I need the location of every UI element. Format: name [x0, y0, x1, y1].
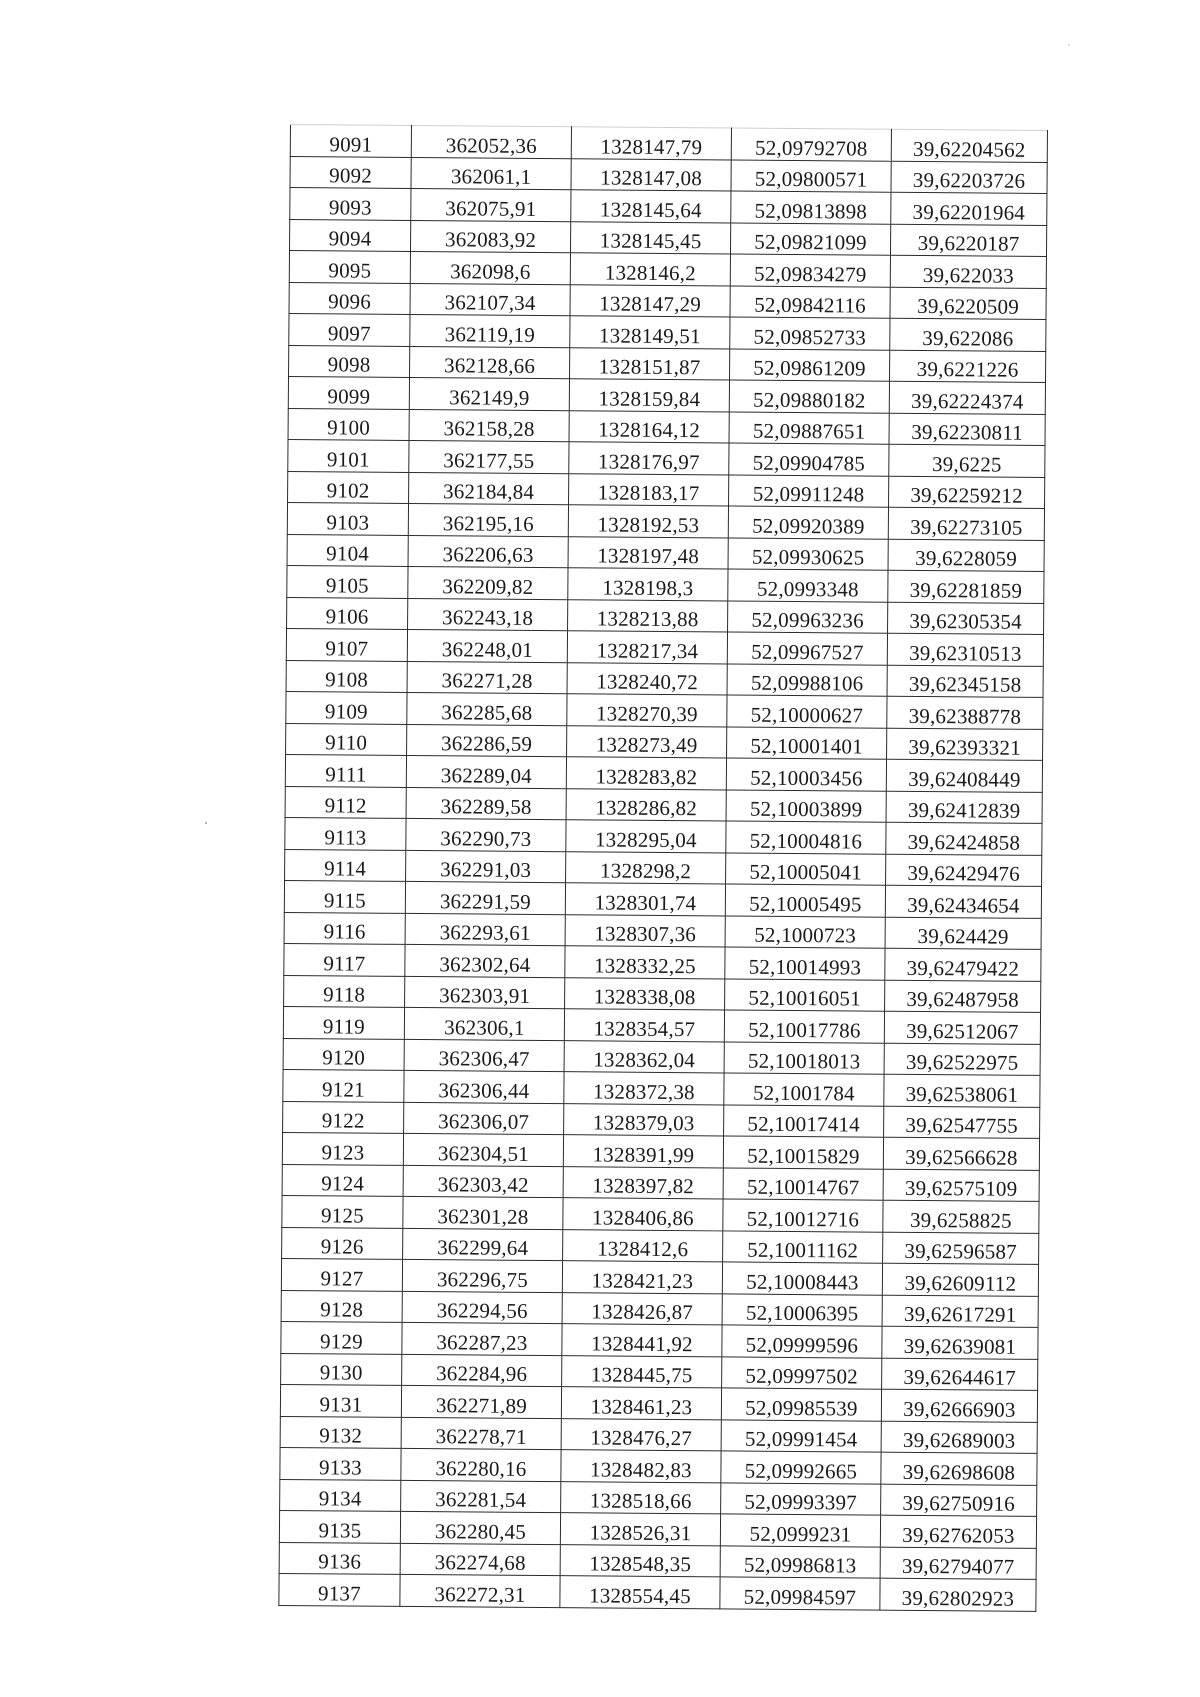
longitude-cell: 39,62802923	[880, 1578, 1036, 1611]
x-coordinate-cell: 362274,68	[400, 1543, 560, 1576]
latitude-cell: 52,09988106	[727, 663, 887, 696]
longitude-cell: 39,62204562	[891, 129, 1047, 162]
y-coordinate-cell: 1328147,79	[571, 127, 731, 160]
y-coordinate-cell: 1328526,31	[560, 1513, 720, 1546]
y-coordinate-cell: 1328332,25	[565, 946, 725, 979]
point-number-cell: 9119	[283, 1006, 404, 1038]
longitude-cell: 39,62522975	[884, 1043, 1040, 1076]
longitude-cell: 39,62762053	[880, 1515, 1036, 1548]
longitude-cell: 39,62388778	[887, 696, 1043, 729]
x-coordinate-cell: 362184,84	[409, 472, 569, 505]
latitude-cell: 52,09861209	[730, 348, 890, 381]
x-coordinate-cell: 362290,73	[406, 818, 566, 851]
y-coordinate-cell: 1328461,23	[561, 1387, 721, 1420]
longitude-cell: 39,62750916	[881, 1484, 1037, 1517]
y-coordinate-cell: 1328518,66	[561, 1481, 721, 1514]
longitude-cell: 39,62666903	[881, 1389, 1037, 1422]
longitude-cell: 39,62201964	[891, 192, 1047, 225]
latitude-cell: 52,10015829	[723, 1136, 883, 1169]
point-number-cell: 9105	[287, 565, 408, 597]
y-coordinate-cell: 1328554,45	[560, 1576, 720, 1609]
point-number-cell: 9137	[279, 1573, 400, 1605]
latitude-cell: 52,09800571	[731, 159, 891, 192]
longitude-cell: 39,62538061	[884, 1074, 1040, 1107]
longitude-cell: 39,6228059	[888, 539, 1044, 572]
latitude-cell: 52,09880182	[729, 380, 889, 413]
point-number-cell: 9127	[281, 1258, 402, 1290]
point-number-cell: 9123	[282, 1132, 403, 1164]
longitude-cell: 39,62575109	[883, 1169, 1039, 1202]
x-coordinate-cell: 362286,59	[407, 724, 567, 757]
scan-speck	[1068, 44, 1070, 46]
y-coordinate-cell: 1328295,04	[566, 820, 726, 853]
x-coordinate-cell: 362061,1	[411, 157, 571, 190]
longitude-cell: 39,62408449	[886, 759, 1042, 792]
y-coordinate-cell: 1328286,82	[566, 788, 726, 821]
x-coordinate-cell: 362177,55	[409, 440, 569, 473]
point-number-cell: 9126	[282, 1227, 403, 1259]
longitude-cell: 39,62547755	[884, 1106, 1040, 1139]
point-number-cell: 9108	[286, 660, 407, 692]
latitude-cell: 52,10003899	[726, 789, 886, 822]
point-number-cell: 9116	[284, 912, 405, 944]
longitude-cell: 39,62345158	[887, 665, 1043, 698]
y-coordinate-cell: 1328372,38	[564, 1072, 724, 1105]
x-coordinate-cell: 362052,36	[411, 125, 571, 158]
x-coordinate-cell: 362284,96	[402, 1354, 562, 1387]
y-coordinate-cell: 1328151,87	[570, 347, 730, 380]
x-coordinate-cell: 362243,18	[408, 598, 568, 631]
latitude-cell: 52,10001401	[727, 726, 887, 759]
y-coordinate-cell: 1328482,83	[561, 1450, 721, 1483]
point-number-cell: 9092	[290, 156, 411, 188]
table-row	[279, 1573, 1036, 1610]
point-number-cell: 9095	[289, 251, 410, 283]
latitude-cell: 52,10017414	[724, 1104, 884, 1137]
point-number-cell: 9111	[285, 754, 406, 786]
longitude-cell: 39,62639081	[882, 1326, 1038, 1359]
longitude-cell: 39,62512067	[884, 1011, 1040, 1044]
y-coordinate-cell: 1328397,82	[563, 1166, 723, 1199]
x-coordinate-cell: 362209,82	[408, 566, 568, 599]
y-coordinate-cell: 1328240,72	[567, 662, 727, 695]
latitude-cell: 52,09985539	[721, 1388, 881, 1421]
latitude-cell: 52,10006395	[722, 1293, 882, 1326]
latitude-cell: 52,10005495	[725, 884, 885, 917]
y-coordinate-cell: 1328147,29	[570, 284, 730, 317]
latitude-cell: 52,09834279	[730, 254, 890, 287]
point-number-cell: 9122	[283, 1101, 404, 1133]
longitude-cell: 39,62273105	[888, 507, 1044, 540]
latitude-cell: 52,10012716	[723, 1199, 883, 1232]
y-coordinate-cell: 1328270,39	[567, 694, 727, 727]
y-coordinate-cell: 1328145,64	[571, 190, 731, 223]
y-coordinate-cell: 1328198,3	[568, 568, 728, 601]
longitude-cell: 39,62698608	[881, 1452, 1037, 1485]
x-coordinate-cell: 362083,92	[411, 220, 571, 253]
x-coordinate-cell: 362303,42	[403, 1165, 563, 1198]
latitude-cell: 52,10018013	[724, 1041, 884, 1074]
x-coordinate-cell: 362306,1	[404, 1007, 564, 1040]
y-coordinate-cell: 1328406,86	[563, 1198, 723, 1231]
latitude-cell: 52,09963236	[728, 600, 888, 633]
longitude-cell: 39,62203726	[891, 161, 1047, 194]
point-number-cell: 9097	[289, 313, 410, 345]
latitude-cell: 52,10014767	[723, 1167, 883, 1200]
x-coordinate-cell: 362271,28	[407, 661, 567, 694]
point-number-cell: 9129	[281, 1321, 402, 1353]
x-coordinate-cell: 362289,58	[406, 787, 566, 820]
y-coordinate-cell: 1328338,08	[565, 977, 725, 1010]
x-coordinate-cell: 362195,16	[408, 503, 568, 536]
x-coordinate-cell: 362299,64	[403, 1228, 563, 1261]
y-coordinate-cell: 1328283,82	[566, 757, 726, 790]
longitude-cell: 39,62429476	[886, 854, 1042, 887]
y-coordinate-cell: 1328197,48	[568, 536, 728, 569]
latitude-cell: 52,09999596	[722, 1325, 882, 1358]
latitude-cell: 52,09991454	[721, 1419, 881, 1452]
latitude-cell: 52,09930625	[728, 537, 888, 570]
point-number-cell: 9133	[280, 1447, 401, 1479]
latitude-cell: 52,09920389	[728, 506, 888, 539]
point-number-cell: 9110	[286, 723, 407, 755]
y-coordinate-cell: 1328441,92	[562, 1324, 722, 1357]
point-number-cell: 9106	[287, 597, 408, 629]
point-number-cell: 9103	[287, 502, 408, 534]
latitude-cell: 52,10004816	[726, 821, 886, 854]
point-number-cell: 9109	[286, 691, 407, 723]
longitude-cell: 39,62230811	[889, 413, 1045, 446]
point-number-cell: 9135	[279, 1510, 400, 1542]
latitude-cell: 52,09986813	[720, 1545, 880, 1578]
latitude-cell: 52,10008443	[722, 1262, 882, 1295]
x-coordinate-cell: 362281,54	[401, 1480, 561, 1513]
x-coordinate-cell: 362306,47	[404, 1039, 564, 1072]
point-number-cell: 9100	[288, 408, 409, 440]
longitude-cell: 39,6258825	[883, 1200, 1039, 1233]
x-coordinate-cell: 362280,16	[401, 1448, 561, 1481]
x-coordinate-cell: 362296,75	[402, 1259, 562, 1292]
latitude-cell: 52,1001784	[724, 1073, 884, 1106]
point-number-cell: 9112	[285, 786, 406, 818]
y-coordinate-cell: 1328362,04	[564, 1040, 724, 1073]
y-coordinate-cell: 1328301,74	[565, 883, 725, 916]
y-coordinate-cell: 1328379,03	[564, 1103, 724, 1136]
y-coordinate-cell: 1328412,6	[563, 1229, 723, 1262]
y-coordinate-cell: 1328298,2	[566, 851, 726, 884]
latitude-cell: 52,10003456	[726, 758, 886, 791]
longitude-cell: 39,62609112	[882, 1263, 1038, 1296]
point-number-cell: 9115	[284, 880, 405, 912]
point-number-cell: 9114	[285, 849, 406, 881]
longitude-cell: 39,62412839	[886, 791, 1042, 824]
latitude-cell: 52,09993397	[721, 1482, 881, 1515]
x-coordinate-cell: 362278,71	[401, 1417, 561, 1450]
latitude-cell: 52,09967527	[727, 632, 887, 665]
longitude-cell: 39,62566628	[883, 1137, 1039, 1170]
longitude-cell: 39,62434654	[885, 885, 1041, 918]
x-coordinate-cell: 362301,28	[403, 1196, 563, 1229]
x-coordinate-cell: 362291,03	[406, 850, 566, 883]
point-number-cell: 9128	[281, 1290, 402, 1322]
longitude-cell: 39,62487958	[885, 980, 1041, 1013]
latitude-cell: 52,10016051	[725, 978, 885, 1011]
longitude-cell: 39,62689003	[881, 1421, 1037, 1454]
point-number-cell: 9107	[286, 628, 407, 660]
latitude-cell: 52,09842116	[730, 285, 890, 318]
latitude-cell: 52,10014993	[725, 947, 885, 980]
longitude-cell: 39,6225	[889, 444, 1045, 477]
latitude-cell: 52,09992665	[721, 1451, 881, 1484]
scan-speck	[205, 822, 207, 824]
y-coordinate-cell: 1328146,2	[570, 253, 730, 286]
point-number-cell: 9096	[289, 282, 410, 314]
longitude-cell: 39,624429	[885, 917, 1041, 950]
y-coordinate-cell: 1328391,99	[563, 1135, 723, 1168]
y-coordinate-cell: 1328476,27	[561, 1418, 721, 1451]
longitude-cell: 39,62224374	[889, 381, 1045, 414]
longitude-cell: 39,62281859	[888, 570, 1044, 603]
point-number-cell: 9134	[280, 1479, 401, 1511]
point-number-cell: 9132	[280, 1416, 401, 1448]
longitude-cell: 39,62259212	[889, 476, 1045, 509]
longitude-cell: 39,62794077	[880, 1547, 1036, 1580]
point-number-cell: 9120	[283, 1038, 404, 1070]
y-coordinate-cell: 1328548,35	[560, 1544, 720, 1577]
latitude-cell: 52,1000723	[725, 915, 885, 948]
latitude-cell: 52,0993348	[728, 569, 888, 602]
y-coordinate-cell: 1328217,34	[567, 631, 727, 664]
x-coordinate-cell: 362294,56	[402, 1291, 562, 1324]
point-number-cell: 9113	[285, 817, 406, 849]
y-coordinate-cell: 1328426,87	[562, 1292, 722, 1325]
y-coordinate-cell: 1328147,08	[571, 158, 731, 191]
point-number-cell: 9117	[284, 943, 405, 975]
x-coordinate-cell: 362107,34	[410, 283, 570, 316]
x-coordinate-cell: 362306,07	[404, 1102, 564, 1135]
latitude-cell: 52,09911248	[729, 474, 889, 507]
x-coordinate-cell: 362304,51	[403, 1133, 563, 1166]
y-coordinate-cell: 1328176,97	[569, 442, 729, 475]
point-number-cell: 9124	[282, 1164, 403, 1196]
y-coordinate-cell: 1328183,17	[569, 473, 729, 506]
x-coordinate-cell: 362272,31	[400, 1574, 560, 1607]
longitude-cell: 39,62644617	[882, 1358, 1038, 1391]
longitude-cell: 39,6220187	[890, 224, 1046, 257]
y-coordinate-cell: 1328213,88	[568, 599, 728, 632]
y-coordinate-cell: 1328159,84	[569, 379, 729, 412]
coordinates-table	[278, 124, 1048, 1611]
x-coordinate-cell: 362206,63	[408, 535, 568, 568]
longitude-cell: 39,62424858	[886, 822, 1042, 855]
point-number-cell: 9136	[279, 1542, 400, 1574]
longitude-cell: 39,622033	[890, 255, 1046, 288]
y-coordinate-cell: 1328445,75	[562, 1355, 722, 1388]
y-coordinate-cell: 1328307,36	[565, 914, 725, 947]
longitude-cell: 39,62310513	[887, 633, 1043, 666]
x-coordinate-cell: 362293,61	[405, 913, 565, 946]
latitude-cell: 52,09997502	[722, 1356, 882, 1389]
latitude-cell: 52,09984597	[720, 1577, 880, 1610]
point-number-cell: 9094	[290, 219, 411, 251]
y-coordinate-cell: 1328164,12	[569, 410, 729, 443]
latitude-cell: 52,10011162	[723, 1230, 883, 1263]
x-coordinate-cell: 362128,66	[410, 346, 570, 379]
point-number-cell: 9125	[282, 1195, 403, 1227]
x-coordinate-cell: 362271,89	[401, 1385, 561, 1418]
latitude-cell: 52,09904785	[729, 443, 889, 476]
x-coordinate-cell: 362291,59	[405, 881, 565, 914]
point-number-cell: 9099	[288, 376, 409, 408]
y-coordinate-cell: 1328145,45	[570, 221, 730, 254]
latitude-cell: 52,09852733	[730, 317, 890, 350]
point-number-cell: 9093	[290, 188, 411, 220]
latitude-cell: 52,0999231	[720, 1514, 880, 1547]
longitude-cell: 39,62617291	[882, 1295, 1038, 1328]
x-coordinate-cell: 362302,64	[405, 944, 565, 977]
latitude-cell: 52,10017786	[724, 1010, 884, 1043]
y-coordinate-cell: 1328149,51	[570, 316, 730, 349]
latitude-cell: 52,10000627	[727, 695, 887, 728]
x-coordinate-cell: 362248,01	[407, 629, 567, 662]
y-coordinate-cell: 1328273,49	[567, 725, 727, 758]
longitude-cell: 39,62305354	[888, 602, 1044, 635]
point-number-cell: 9098	[289, 345, 410, 377]
y-coordinate-cell: 1328354,57	[564, 1009, 724, 1042]
y-coordinate-cell: 1328421,23	[562, 1261, 722, 1294]
x-coordinate-cell: 362158,28	[409, 409, 569, 442]
longitude-cell: 39,6221226	[889, 350, 1045, 383]
y-coordinate-cell: 1328192,53	[568, 505, 728, 538]
x-coordinate-cell: 362303,91	[405, 976, 565, 1009]
x-coordinate-cell: 362119,19	[410, 314, 570, 347]
longitude-cell: 39,62596587	[883, 1232, 1039, 1265]
point-number-cell: 9118	[284, 975, 405, 1007]
latitude-cell: 52,09792708	[731, 128, 891, 161]
longitude-cell: 39,62393321	[887, 728, 1043, 761]
longitude-cell: 39,622086	[890, 318, 1046, 351]
x-coordinate-cell: 362149,9	[409, 377, 569, 410]
longitude-cell: 39,6220509	[890, 287, 1046, 320]
point-number-cell: 9130	[281, 1353, 402, 1385]
latitude-cell: 52,09887651	[729, 411, 889, 444]
x-coordinate-cell: 362098,6	[410, 251, 570, 284]
point-number-cell: 9101	[288, 439, 409, 471]
latitude-cell: 52,09813898	[731, 191, 891, 224]
x-coordinate-cell: 362280,45	[400, 1511, 560, 1544]
latitude-cell: 52,09821099	[730, 222, 890, 255]
point-number-cell: 9104	[287, 534, 408, 566]
x-coordinate-cell: 362306,44	[404, 1070, 564, 1103]
x-coordinate-cell: 362289,04	[406, 755, 566, 788]
latitude-cell: 52,10005041	[726, 852, 886, 885]
x-coordinate-cell: 362285,68	[407, 692, 567, 725]
x-coordinate-cell: 362287,23	[402, 1322, 562, 1355]
coordinates-table-body	[279, 125, 1048, 1611]
x-coordinate-cell: 362075,91	[411, 188, 571, 221]
point-number-cell: 9091	[290, 125, 411, 157]
longitude-cell: 39,62479422	[885, 948, 1041, 981]
point-number-cell: 9131	[280, 1384, 401, 1416]
point-number-cell: 9102	[288, 471, 409, 503]
point-number-cell: 9121	[283, 1069, 404, 1101]
